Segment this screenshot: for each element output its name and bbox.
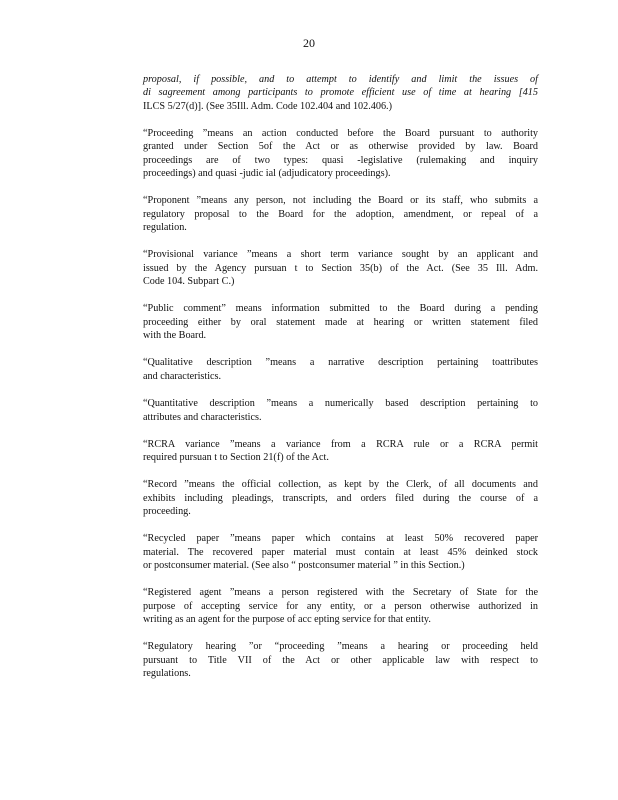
text-line: required pursuan t to Section 21(f) of the Act. <box>143 452 329 464</box>
text-line: “Proponent ”means any person, not including the Board or its staff, who submits a <box>143 195 538 207</box>
text-line: “Proceeding ”means an action conducted before the Board pursuant to authority <box>143 128 538 140</box>
text-line: regulation. <box>143 222 187 234</box>
definition-record <box>143 478 538 518</box>
text-line: proceeding either by oral statement made at hearing or written statement filed <box>143 316 538 328</box>
paragraph-continued <box>143 73 538 113</box>
definition-provisional-variance <box>143 248 538 288</box>
text-line: regulations. <box>143 668 191 680</box>
text-line: proceedings) and quasi -judic ial (adjudicatory proceedings). <box>143 168 391 180</box>
text-line: “Public comment” means information submitted to the Board during a pending <box>143 303 538 315</box>
document-body <box>143 73 538 694</box>
text-line: “Registered agent ”means a person registered with the Secretary of State for the <box>143 587 538 599</box>
text-line: “Regulatory hearing ”or “proceeding ”means a hearing or proceeding held <box>143 641 538 653</box>
text-line: pursuant to Title VII of the Act or other applicable law with respect to <box>143 654 538 666</box>
definition-regulatory-hearing <box>143 640 538 680</box>
text-line: di sagreement among participants to promote efficient use of time at hearing [415 <box>143 87 538 99</box>
definition-proponent <box>143 194 538 234</box>
text-line: ILCS 5/27(d)]. (See 35Ill. Adm. Code 102.404 and 102.406.) <box>143 100 393 112</box>
text-line: proceeding. <box>143 506 191 518</box>
definition-public-comment <box>143 302 538 342</box>
text-line: “Recycled paper ”means paper which contains at least 50% recovered paper <box>143 533 538 545</box>
text-line: proceedings are of two types: quasi -legislative (rulemaking and inquiry <box>143 154 538 166</box>
definition-rcra-variance <box>143 438 538 465</box>
text-line: proposal, if possible, and to attempt to identify and limit the issues of <box>143 74 538 85</box>
text-line: attributes and characteristics. <box>143 411 262 423</box>
text-line: with the Board. <box>143 330 207 342</box>
text-line: Code 104. Subpart C.) <box>143 276 235 288</box>
definition-recycled-paper <box>143 532 538 572</box>
text-line: “RCRA variance ”means a variance from a RCRA rule or a RCRA permit <box>143 438 538 450</box>
definition-quantitative-description <box>143 397 538 424</box>
definition-qualitative-description <box>143 356 538 383</box>
page-number: 20 <box>303 36 315 50</box>
text-line: purpose of accepting service for any entity, or a person otherwise authorized in <box>143 600 538 612</box>
text-line: granted under Section 5of the Act or as otherwise provided by law. Board <box>143 141 538 153</box>
text-line: exhibits including pleadings, transcripts, and orders filed during the course of a <box>143 492 538 504</box>
text-line: “Qualitative description ”means a narrative description pertaining toattributes <box>143 357 538 369</box>
text-line: “Record ”means the official collection, as kept by the Clerk, of all documents and <box>143 479 538 491</box>
text-line: “Provisional variance ”means a short term variance sought by an applicant and <box>143 249 538 261</box>
text-line: and characteristics. <box>143 370 222 382</box>
definition-proceeding <box>143 127 538 181</box>
text-line: writing as an agent for the purpose of acc epting service for that entity. <box>143 614 431 626</box>
definition-registered-agent <box>143 586 538 626</box>
text-line: regulatory proposal to the Board for the adoption, amendment, or repeal of a <box>143 208 538 220</box>
text-line: “Quantitative description ”means a numerically based description pertaining to <box>143 398 538 410</box>
text-line: or postconsumer material. (See also “ postconsumer material ” in this Section.) <box>143 560 465 572</box>
text-line: material. The recovered paper material must contain at least 45% deinked stock <box>143 546 538 558</box>
text-line: issued by the Agency pursuan t to Section 35(b) of the Act. (See 35 Ill. Adm. <box>143 262 538 274</box>
